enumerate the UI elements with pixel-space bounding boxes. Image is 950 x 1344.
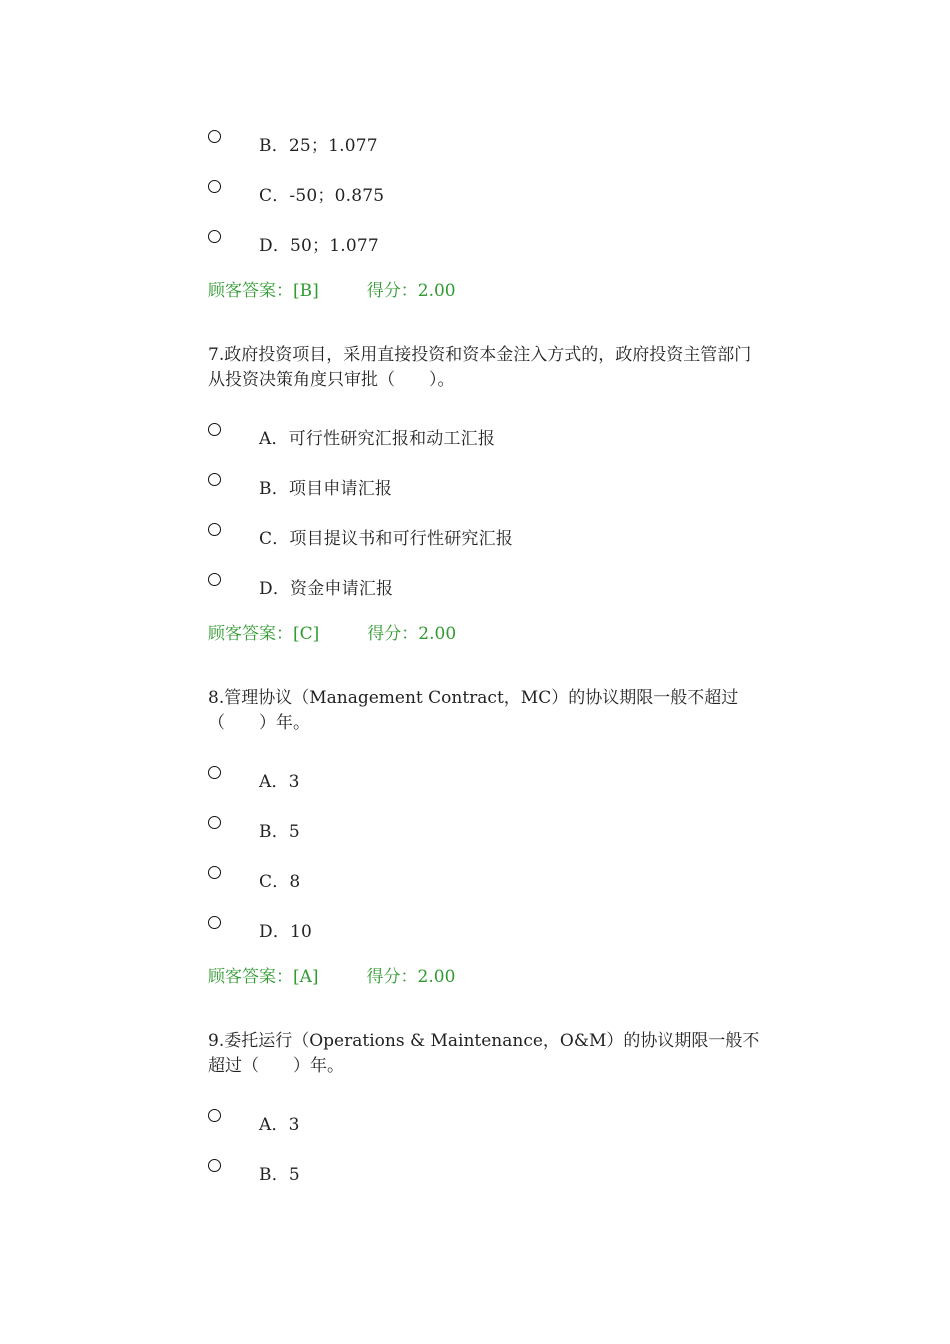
radio-button[interactable]	[208, 1109, 221, 1122]
option-label: D．资金申请汇报	[259, 579, 394, 599]
radio-button[interactable]	[208, 423, 221, 436]
radio-button[interactable]	[208, 130, 221, 143]
score-text: 得分：2.00	[366, 967, 456, 987]
radio-button[interactable]	[208, 866, 221, 879]
score-text: 得分：2.00	[366, 281, 456, 301]
question-7-text: 7.政府投资项目，采用直接投资和资本金注入方式的，政府投资主管部门从投资决策角度只审批（ ）。	[208, 345, 752, 390]
answer-line-q6	[208, 276, 456, 301]
question-8-text: 8.管理协议（Management Contract，MC）的协议期限一般不超过（ ）年。	[208, 688, 739, 733]
radio-button[interactable]	[208, 180, 221, 193]
answer-line-q8	[208, 962, 455, 987]
option-label: B．项目申请汇报	[259, 479, 393, 499]
option-label: D．10	[259, 922, 313, 942]
option-label: A．3	[259, 1115, 300, 1135]
option-label: D．50；1.077	[259, 236, 379, 256]
score-text: 得分：2.00	[367, 624, 457, 644]
radio-button[interactable]	[208, 816, 221, 829]
radio-button[interactable]	[208, 1159, 221, 1172]
option-label: B．25；1.077	[259, 136, 378, 156]
option-label: C．-50；0.875	[259, 186, 385, 206]
customer-answer: 顾客答案：[B]	[208, 281, 319, 301]
option-label: A．3	[259, 772, 300, 792]
option-label: C．项目提议书和可行性研究汇报	[259, 529, 514, 549]
radio-button[interactable]	[208, 473, 221, 486]
radio-button[interactable]	[208, 573, 221, 586]
option-label: C．8	[259, 872, 301, 892]
question-9-text: 9.委托运行（Operations & Maintenance，O&M）的协议期限一般不超过（ ）年。	[208, 1031, 760, 1076]
customer-answer: 顾客答案：[C]	[208, 624, 320, 644]
radio-button[interactable]	[208, 230, 221, 243]
answer-line-q7	[208, 619, 456, 644]
customer-answer: 顾客答案：[A]	[208, 967, 319, 987]
option-label: A．可行性研究汇报和动工汇报	[259, 429, 496, 449]
option-label: B．5	[259, 822, 300, 842]
radio-button[interactable]	[208, 523, 221, 536]
radio-button[interactable]	[208, 766, 221, 779]
option-label: B．5	[259, 1165, 300, 1185]
radio-button[interactable]	[208, 916, 221, 929]
